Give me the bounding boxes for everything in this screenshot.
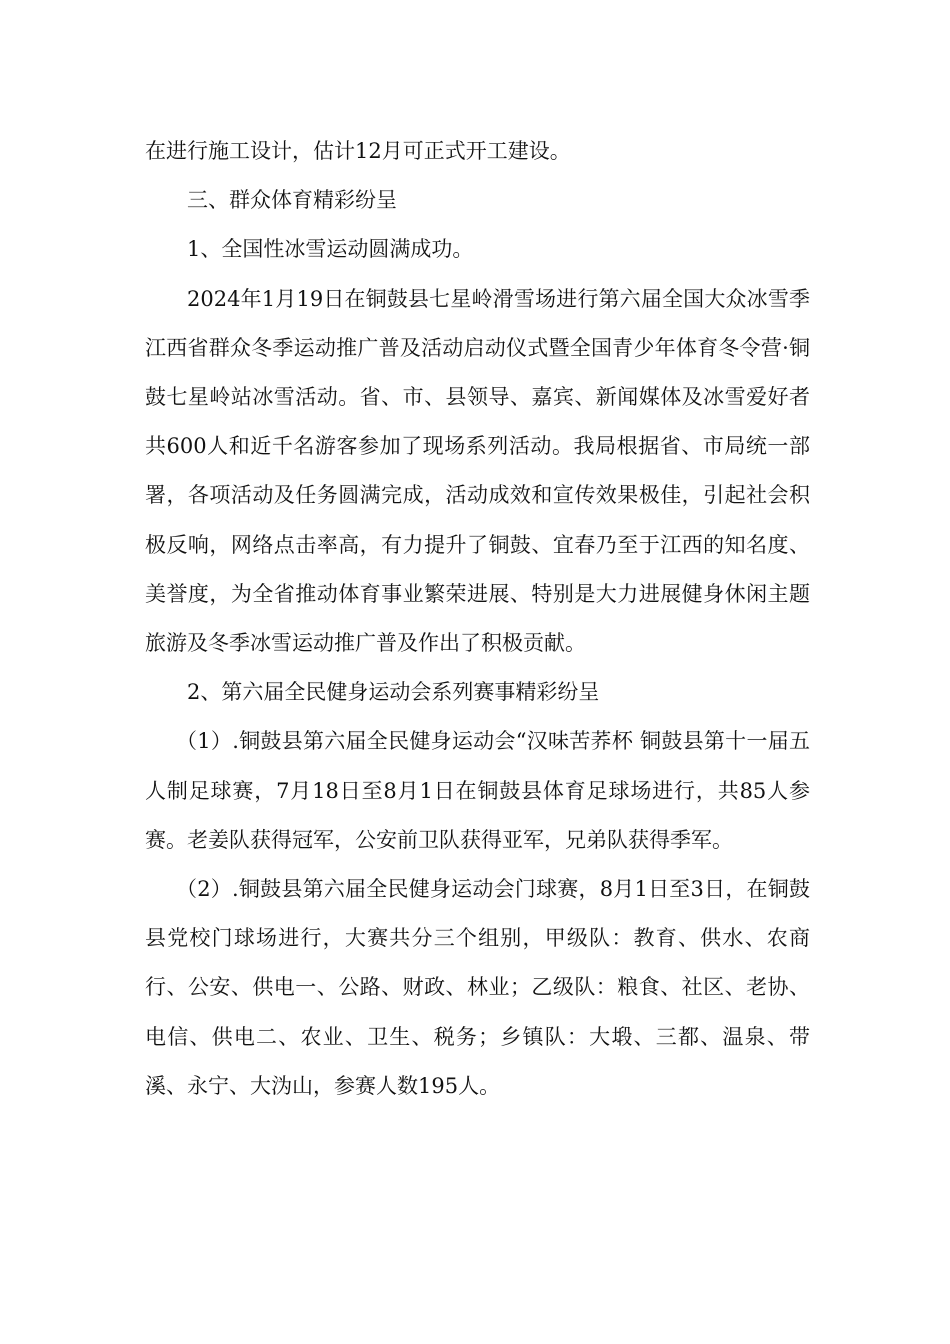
document-body [145,127,810,1111]
paragraph: （2）.铜鼓县第六届全民健身运动会门球赛，8月1日至3日，在铜鼓县党校门球场进行，大赛共分三个组别，甲级队：教育、供水、农商行、公安、供电一、公路、财政、林业；乙级队：粮食、社区、老协、电信、供电二、农业、卫生、税务；乡镇队：大塅、三都、温泉、带溪、永宁、大沩山，参赛人数195人。 [145,877,810,1098]
subsection-heading: 2、第六届全民健身运动会系列赛事精彩纷呈 [187,680,600,705]
subsection-heading: 1、全国性冰雪运动圆满成功。 [187,237,474,262]
paragraph-continuation: 在进行施工设计，估计12月可正式开工建设。 [145,139,571,163]
paragraph: 2024年1月19日在铜鼓县七星岭滑雪场进行第六届全国大众冰雪季江西省群众冬季运动推广普及活动启动仪式暨全国青少年体育冬令营·铜鼓七星岭站冰雪活动。省、市、县领导、嘉宾、新闻媒体及冰雪爱好者共600人和近千名游客参加了现场系列活动。我局根据省、市局统一部署，各项活动及任务圆满完成，活动成效和宣传效果极佳，引起社会积极反响，网络点击率高，有力提升了铜鼓、宜春乃至于江西的知名度、美誉度，为全省推动体育事业繁荣进展、特别是大力进展健身休闲主题旅游及冬季冰雪运动推广普及作出了积极贡献。 [145,286,810,656]
paragraph: （1）.铜鼓县第六届全民健身运动会“汉味苦荞杯 铜鼓县第十一届五人制足球赛，7月18日至8月1日在铜鼓县体育足球场进行，共85人参赛。老姜队获得冠军，公安前卫队获得亚军，兄弟队获得季军。 [145,729,810,852]
section-heading: 三、群众体育精彩纷呈 [187,188,397,213]
